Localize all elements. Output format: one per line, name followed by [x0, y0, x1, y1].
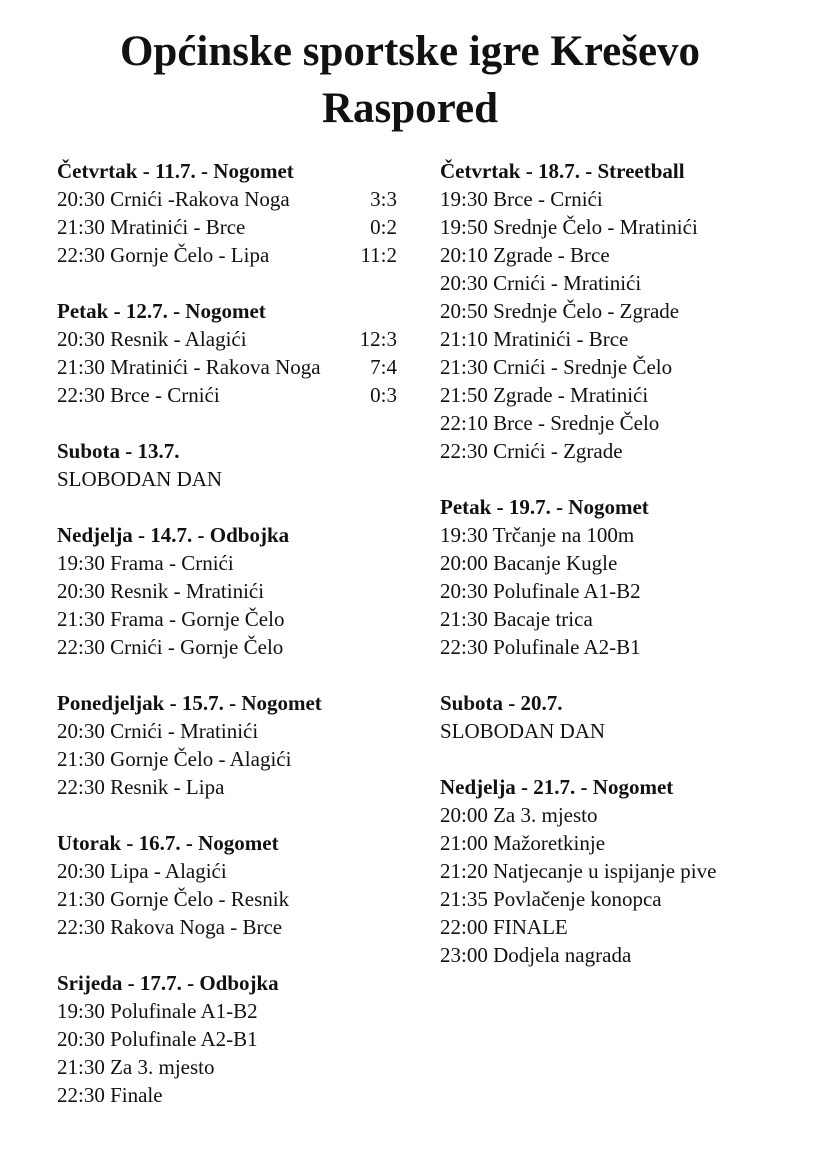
day-heading: Subota - 20.7. [440, 691, 563, 715]
match-text: 21:30 Gornje Čelo - Alagići [57, 747, 292, 771]
schedule-row [57, 549, 397, 577]
schedule-row [57, 185, 397, 213]
schedule-row [440, 941, 790, 969]
day-heading: Ponedjeljak - 15.7. - Nogomet [57, 691, 322, 715]
schedule-row [440, 885, 790, 913]
match-text: 21:10 Mratinići - Brce [440, 327, 629, 351]
match-result: 0:3 [370, 383, 397, 407]
day-block [57, 829, 397, 941]
schedule-row [57, 577, 397, 605]
match-text: 20:30 Polufinale A1-B2 [440, 579, 641, 603]
match-text: 21:20 Natjecanje u ispijanje pive [440, 859, 717, 883]
schedule-row [440, 409, 790, 437]
schedule-row [440, 801, 790, 829]
match-text: 22:10 Brce - Srednje Čelo [440, 411, 660, 435]
match-result: 3:3 [370, 187, 397, 211]
schedule-row [57, 381, 397, 409]
day-heading: Nedjelja - 21.7. - Nogomet [440, 775, 674, 799]
day-block [440, 773, 790, 969]
match-text: 20:30 Resnik - Mratinići [57, 579, 265, 603]
schedule-row [57, 1025, 397, 1053]
match-text: 19:30 Trčanje na 100m [440, 523, 635, 547]
match-text: 20:30 Crnići - Mratinići [440, 271, 642, 295]
match-text: 21:35 Povlačenje konopca [440, 887, 662, 911]
match-text: SLOBODAN DAN [440, 719, 606, 743]
day-block [57, 297, 397, 409]
match-text: 19:30 Frama - Crnići [57, 551, 234, 575]
schedule-row [57, 997, 397, 1025]
schedule-row [440, 521, 790, 549]
schedule-left-column [57, 157, 397, 1137]
day-heading: Četvrtak - 18.7. - Streetball [440, 159, 685, 183]
schedule-row [57, 773, 397, 801]
match-text: 20:30 Crnići - Mratinići [57, 719, 259, 743]
schedule-row [440, 549, 790, 577]
day-block [440, 689, 790, 745]
schedule-row [440, 829, 790, 857]
match-text: 21:30 Bacaje trica [440, 607, 593, 631]
schedule-row [440, 325, 790, 353]
match-result: 7:4 [370, 355, 397, 379]
schedule-row [57, 885, 397, 913]
schedule-row [440, 857, 790, 885]
schedule-row [440, 241, 790, 269]
match-text: 21:30 Frama - Gornje Čelo [57, 607, 285, 631]
match-text: 23:00 Dodjela nagrada [440, 943, 632, 967]
schedule-row [440, 577, 790, 605]
match-text: 22:30 Resnik - Lipa [57, 775, 225, 799]
day-block [57, 157, 397, 269]
schedule-row [57, 717, 397, 745]
match-result: 11:2 [360, 243, 397, 267]
day-heading: Nedjelja - 14.7. - Odbojka [57, 523, 290, 547]
schedule-row [57, 213, 397, 241]
match-text: 22:30 Rakova Noga - Brce [57, 915, 283, 939]
day-block [440, 157, 790, 465]
match-text: 20:30 Polufinale A2-B1 [57, 1027, 258, 1051]
day-heading: Četvrtak - 11.7. - Nogomet [57, 159, 294, 183]
match-text: 21:30 Za 3. mjesto [57, 1055, 215, 1079]
schedule-row [440, 605, 790, 633]
schedule-row [57, 857, 397, 885]
match-text: 21:30 Mratinići - Brce [57, 215, 246, 239]
match-text: 20:50 Srednje Čelo - Zgrade [440, 299, 680, 323]
match-text: 20:00 Za 3. mjesto [440, 803, 598, 827]
schedule-row [440, 717, 790, 745]
schedule-row [440, 185, 790, 213]
schedule-row [440, 269, 790, 297]
day-heading: Utorak - 16.7. - Nogomet [57, 831, 279, 855]
match-text: 22:30 Polufinale A2-B1 [440, 635, 641, 659]
schedule-row [57, 633, 397, 661]
schedule-row [57, 913, 397, 941]
schedule-row [57, 605, 397, 633]
match-result: 0:2 [370, 215, 397, 239]
schedule-row [440, 381, 790, 409]
day-block [57, 521, 397, 661]
schedule-right-column [440, 157, 790, 997]
schedule-row [57, 465, 397, 493]
schedule-row [440, 437, 790, 465]
match-text: 22:00 FINALE [440, 915, 568, 939]
page-title: Općinske sportske igre Kreševo [119, 28, 701, 75]
day-block [440, 493, 790, 661]
match-text: 21:00 Mažoretkinje [440, 831, 606, 855]
schedule-row [440, 633, 790, 661]
schedule-row [440, 213, 790, 241]
day-heading: Srijeda - 17.7. - Odbojka [57, 971, 279, 995]
schedule-row [57, 325, 397, 353]
match-text: 21:50 Zgrade - Mratinići [440, 383, 649, 407]
day-block [57, 689, 397, 801]
match-text: 20:10 Zgrade - Brce [440, 243, 610, 267]
schedule-row [57, 241, 397, 269]
match-text: 21:30 Mratinići - Rakova Noga [57, 355, 321, 379]
match-text: 20:00 Bacanje Kugle [440, 551, 618, 575]
day-heading: Petak - 12.7. - Nogomet [57, 299, 266, 323]
match-text: 19:30 Polufinale A1-B2 [57, 999, 258, 1023]
match-text: 22:30 Gornje Čelo - Lipa [57, 243, 270, 267]
match-text: 19:30 Brce - Crnići [440, 187, 603, 211]
page-subtitle: Raspored [321, 85, 498, 132]
match-text: 21:30 Crnići - Srednje Čelo [440, 355, 673, 379]
match-text: SLOBODAN DAN [57, 467, 223, 491]
schedule-row [57, 745, 397, 773]
schedule-row [440, 353, 790, 381]
match-text: 19:50 Srednje Čelo - Mratinići [440, 215, 698, 239]
schedule-row [57, 353, 397, 381]
schedule-row [440, 913, 790, 941]
match-text: 20:30 Resnik - Alagići [57, 327, 247, 351]
match-text: 22:30 Brce - Crnići [57, 383, 220, 407]
match-text: 21:30 Gornje Čelo - Resnik [57, 887, 290, 911]
day-heading: Subota - 13.7. [57, 439, 180, 463]
match-text: 22:30 Crnići - Zgrade [440, 439, 623, 463]
match-result: 12:3 [359, 327, 397, 351]
match-text: 22:30 Finale [57, 1083, 163, 1107]
match-text: 22:30 Crnići - Gornje Čelo [57, 635, 284, 659]
day-block [57, 437, 397, 493]
day-block [57, 969, 397, 1109]
day-heading: Petak - 19.7. - Nogomet [440, 495, 649, 519]
schedule-row [440, 297, 790, 325]
match-text: 20:30 Lipa - Alagići [57, 859, 227, 883]
match-text: 20:30 Crnići -Rakova Noga [57, 187, 290, 211]
schedule-row [57, 1053, 397, 1081]
schedule-row [57, 1081, 397, 1109]
